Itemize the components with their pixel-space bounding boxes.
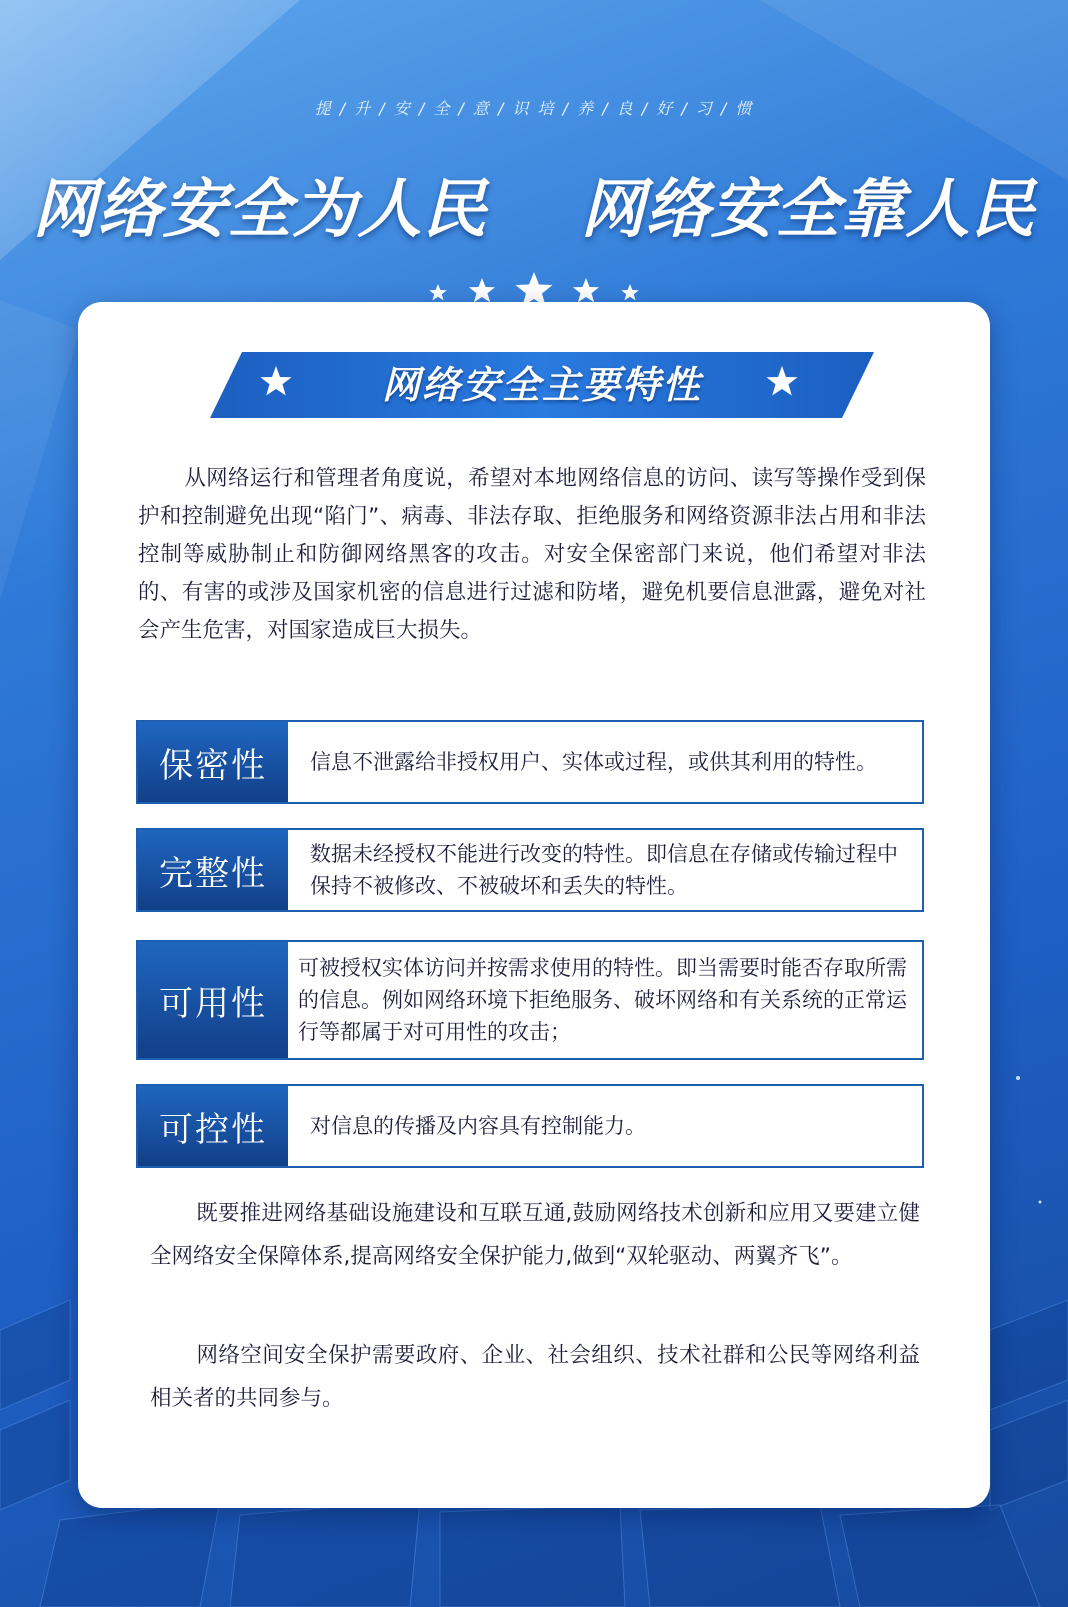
property-label: 保密性 — [138, 722, 288, 802]
property-description: 信息不泄露给非授权用户、实体或过程，或供其利用的特性。 — [310, 750, 877, 774]
headline-left: 网络安全为人民 — [32, 173, 488, 247]
star-icon — [573, 278, 599, 302]
closing-text: 既要推进网络基础设施建设和互联互通,鼓励网络技术创新和应用又要建立健全网络安全保障体系,提高网络安全保护能力,做到“双轮驱动、两翼齐飞”。 — [150, 1201, 920, 1269]
headline-right: 网络安全靠人民 — [580, 173, 1036, 247]
headline — [0, 158, 1068, 250]
closing-paragraph-2 — [150, 1334, 920, 1420]
property-description: 数据未经授权不能进行改变的特性。即信息在存储或传输过程中保持不被修改、不被破坏和丢失的特性。 — [310, 842, 898, 898]
tagline: 提 / 升 / 安 / 全 / 意 / 识 培 / 养 / 良 / 好 / 习 / 惯 — [314, 99, 754, 118]
property-label: 可用性 — [138, 942, 288, 1058]
property-description: 对信息的传播及内容具有控制能力。 — [310, 1114, 646, 1138]
intro-text: 从网络运行和管理者角度说，希望对本地网络信息的访问、读写等操作受到保护和控制避免出现“陷门”、病毒、非法存取、拒绝服务和网络资源非法占用和非法控制等威胁制止和防御网络黑客的攻击。对安全保密部门来说，他们希望对非法的、有害的或涉及国家机密的信息进行过滤和防堵，避免机要信息泄露，避免对社会产生危害，对国家造成巨大损失。 — [138, 466, 926, 643]
intro-paragraph — [138, 460, 926, 650]
property-integrity — [136, 828, 924, 912]
star-icon — [621, 284, 639, 300]
star-icon — [429, 284, 447, 300]
section-title: 网络安全主要特性 — [381, 363, 702, 407]
property-label: 可控性 — [138, 1086, 288, 1166]
property-description: 可被授权实体访问并按需求使用的特性。即当需要时能否存取所需的信息。例如网络环境下拒绝服务、破坏网络和有关系统的正常运行等都属于对可用性的攻击； — [298, 956, 907, 1044]
property-label: 完整性 — [138, 830, 288, 910]
star-icon — [469, 278, 495, 302]
closing-paragraph-1 — [150, 1192, 920, 1278]
property-controllability — [136, 1084, 924, 1168]
property-confidentiality — [136, 720, 924, 804]
closing-text: 网络空间安全保护需要政府、企业、社会组织、技术社群和公民等网络利益相关者的共同参与。 — [150, 1343, 920, 1411]
property-availability — [136, 940, 924, 1060]
